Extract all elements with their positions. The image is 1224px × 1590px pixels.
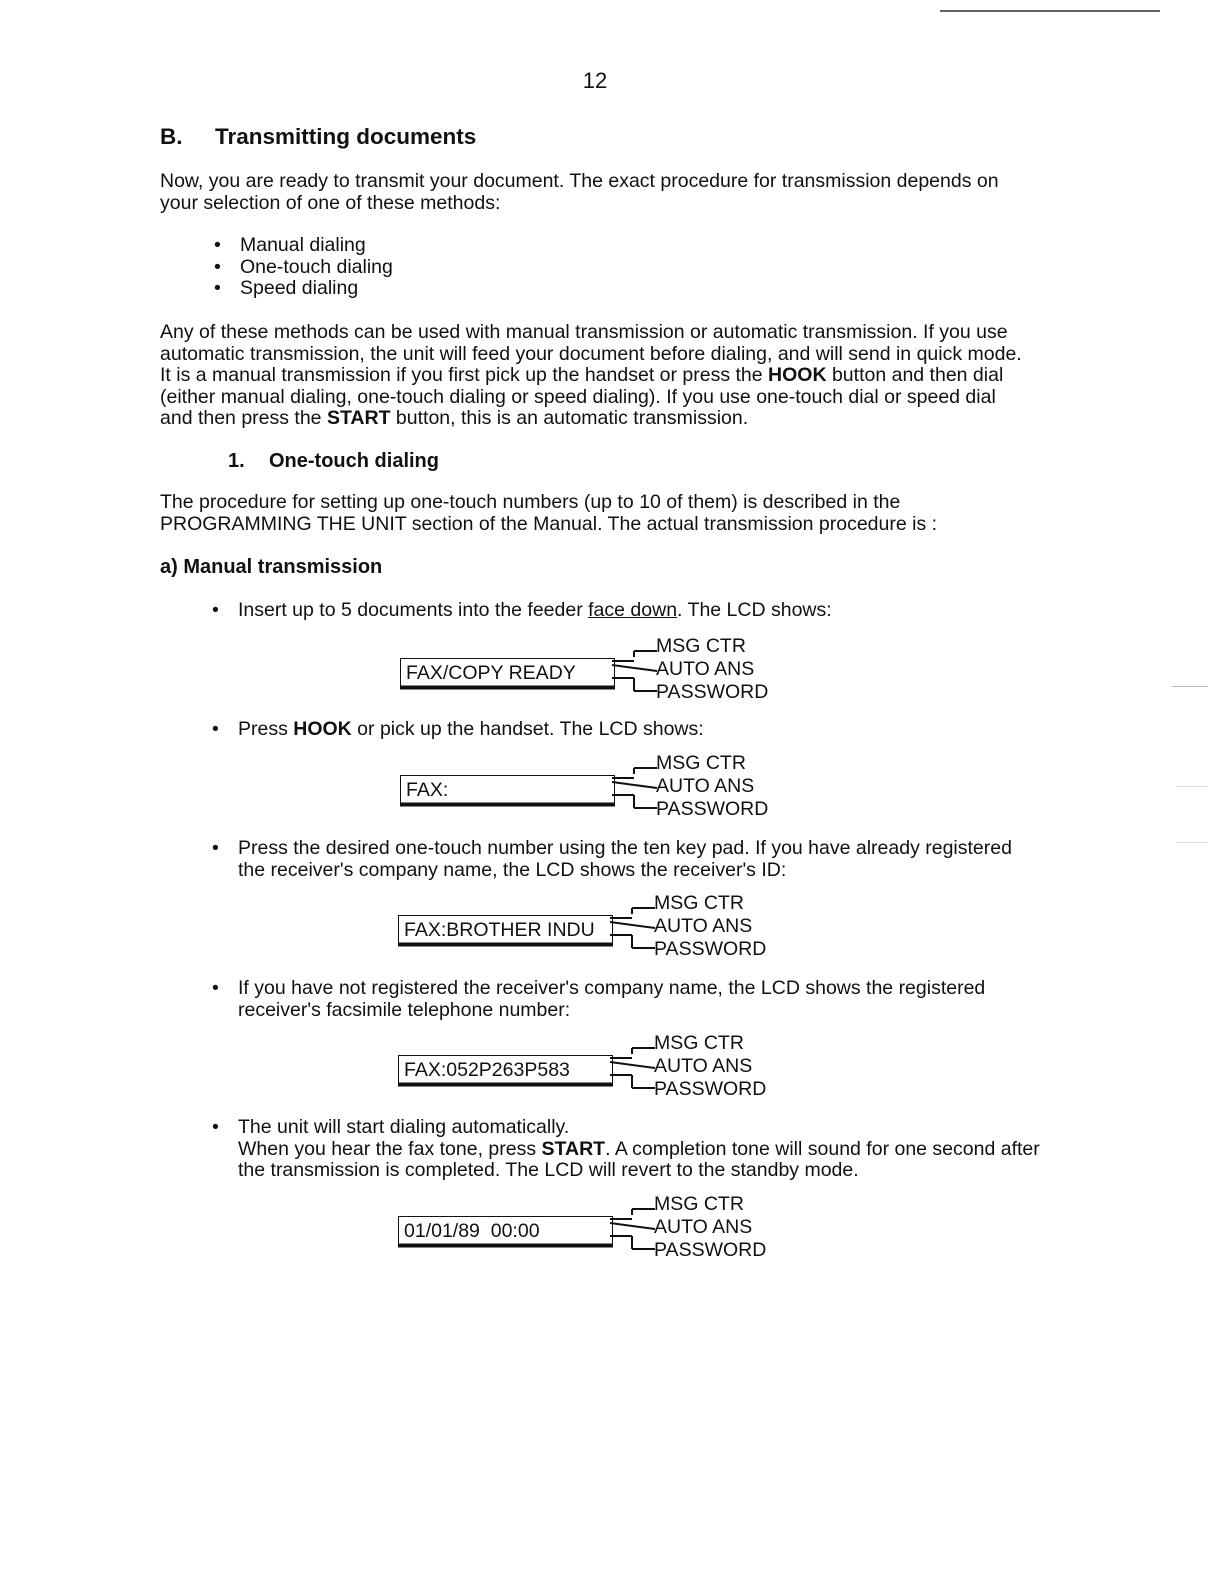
lcd-option-auto-ans: AUTO ANS	[656, 775, 755, 797]
lcd-indicator-bracket	[612, 762, 658, 820]
lcd-option-auto-ans: AUTO ANS	[654, 1216, 753, 1238]
lcd-screen: 01/01/89 00:00	[398, 1216, 613, 1246]
lcd-option-auto-ans: AUTO ANS	[654, 915, 753, 937]
step-text: • If you have not registered the receiver's company name, the LCD shows the registered receiver's facsimile telephone number:	[212, 978, 1042, 1021]
lcd-option-auto-ans: AUTO ANS	[654, 1055, 753, 1077]
lcd-screen: FAX:052P263P583	[398, 1055, 613, 1085]
step-text-part: Insert up to 5 documents into the feeder	[238, 599, 589, 621]
overview-text: Any of these methods can be used with manual transmission or automatic transmission. If you use automatic transmission, the unit will feed your document before dialing, and will send in quick mode. It is a manual transmission if you first pick up the handset or press the	[160, 321, 1022, 386]
subsection-number: 1.	[228, 450, 245, 472]
step-text-part: • The unit will start dialing automatically.	[238, 1116, 570, 1138]
lcd-option-msg-ctr: MSG CTR	[656, 752, 746, 774]
lcd-option-password: PASSWORD	[656, 681, 769, 703]
section-heading	[160, 124, 476, 150]
start-keyword: START	[541, 1137, 606, 1160]
lcd-option-password: PASSWORD	[654, 1239, 767, 1261]
lcd-option-msg-ctr: MSG CTR	[654, 1032, 744, 1054]
hook-keyword: HOOK	[293, 718, 352, 740]
step-text-part: Press	[238, 718, 294, 740]
subsection-title: One-touch dialing	[269, 450, 439, 472]
scan-artifact	[1172, 686, 1208, 687]
lcd-option-msg-ctr: MSG CTR	[654, 1193, 744, 1215]
section-title: Transmitting documents	[215, 124, 477, 149]
step-text-part: or pick up the handset. The LCD shows:	[351, 718, 704, 740]
lcd-indicator-bracket	[612, 645, 658, 703]
step-text	[212, 719, 1042, 741]
step-text	[212, 1117, 1042, 1182]
page-number: 12	[582, 68, 608, 93]
intro-paragraph: Now, you are ready to transmit your document. The exact procedure for transmission depends on your selection of one of these methods:	[160, 170, 999, 214]
scan-artifact	[1176, 786, 1208, 787]
procedure-paragraph: The procedure for setting up one-touch numbers (up to 10 of them) is described in the PROGRAMMING THE UNIT section of the Manual. The actual transmission procedure is :	[160, 491, 938, 535]
overview-paragraph	[160, 322, 1030, 430]
step-2	[212, 719, 1042, 741]
scan-artifact	[1176, 842, 1208, 843]
lcd-display-5	[398, 1193, 778, 1263]
list-item: • Speed dialing	[214, 278, 393, 300]
step-text-part	[238, 1139, 1042, 1182]
step-text: • Press the desired one-touch number using the ten key pad. If you have already registered the receiver's company name, the LCD shows the receiver's ID:	[212, 838, 1042, 881]
methods-list	[214, 235, 393, 300]
manual-transmission-label: a) Manual transmission	[160, 556, 383, 578]
start-keyword: START	[326, 407, 391, 429]
lcd-option-auto-ans: AUTO ANS	[656, 658, 755, 680]
lcd-display-2	[400, 752, 780, 822]
lcd-display-3	[398, 892, 778, 962]
hook-keyword: HOOK	[768, 364, 827, 386]
step-text-part: . A completion tone will sound for one second after the transmission is completed. The LCD will revert to the standby mode.	[238, 1137, 1040, 1181]
list-item: • Manual dialing	[214, 235, 393, 257]
lcd-display-4	[398, 1032, 778, 1102]
scan-artifact	[940, 10, 1160, 12]
overview-text: button, this is an automatic transmission.	[390, 407, 749, 429]
subsection-heading	[228, 450, 439, 473]
step-1	[212, 600, 1042, 622]
step-text	[212, 600, 1042, 622]
lcd-indicator-bracket	[610, 902, 656, 960]
lcd-screen: FAX:BROTHER INDU	[398, 915, 613, 945]
lcd-option-password: PASSWORD	[654, 938, 767, 960]
section-letter: B.	[160, 124, 183, 149]
step-text-part: . The LCD shows:	[677, 599, 832, 621]
step-4	[212, 978, 1042, 1021]
lcd-screen: FAX:	[400, 775, 615, 805]
overview-text: button and then dial (either manual dialing, one-touch dialing or speed dialing). If you use one-touch dial or speed dial and then press the	[160, 364, 1004, 429]
lcd-indicator-bracket	[610, 1203, 656, 1261]
lcd-option-password: PASSWORD	[656, 798, 769, 820]
list-item: • One-touch dialing	[214, 257, 393, 279]
face-down-emphasis: face down	[588, 599, 678, 621]
lcd-option-msg-ctr: MSG CTR	[654, 892, 744, 914]
lcd-display-1	[400, 635, 780, 705]
lcd-indicator-bracket	[610, 1042, 656, 1100]
lcd-screen: FAX/COPY READY	[400, 658, 615, 688]
step-3	[212, 838, 1042, 881]
step-5	[212, 1117, 1042, 1182]
step-text-part: When you hear the fax tone, press	[238, 1137, 542, 1160]
lcd-option-password: PASSWORD	[654, 1078, 767, 1100]
lcd-option-msg-ctr: MSG CTR	[656, 635, 746, 657]
